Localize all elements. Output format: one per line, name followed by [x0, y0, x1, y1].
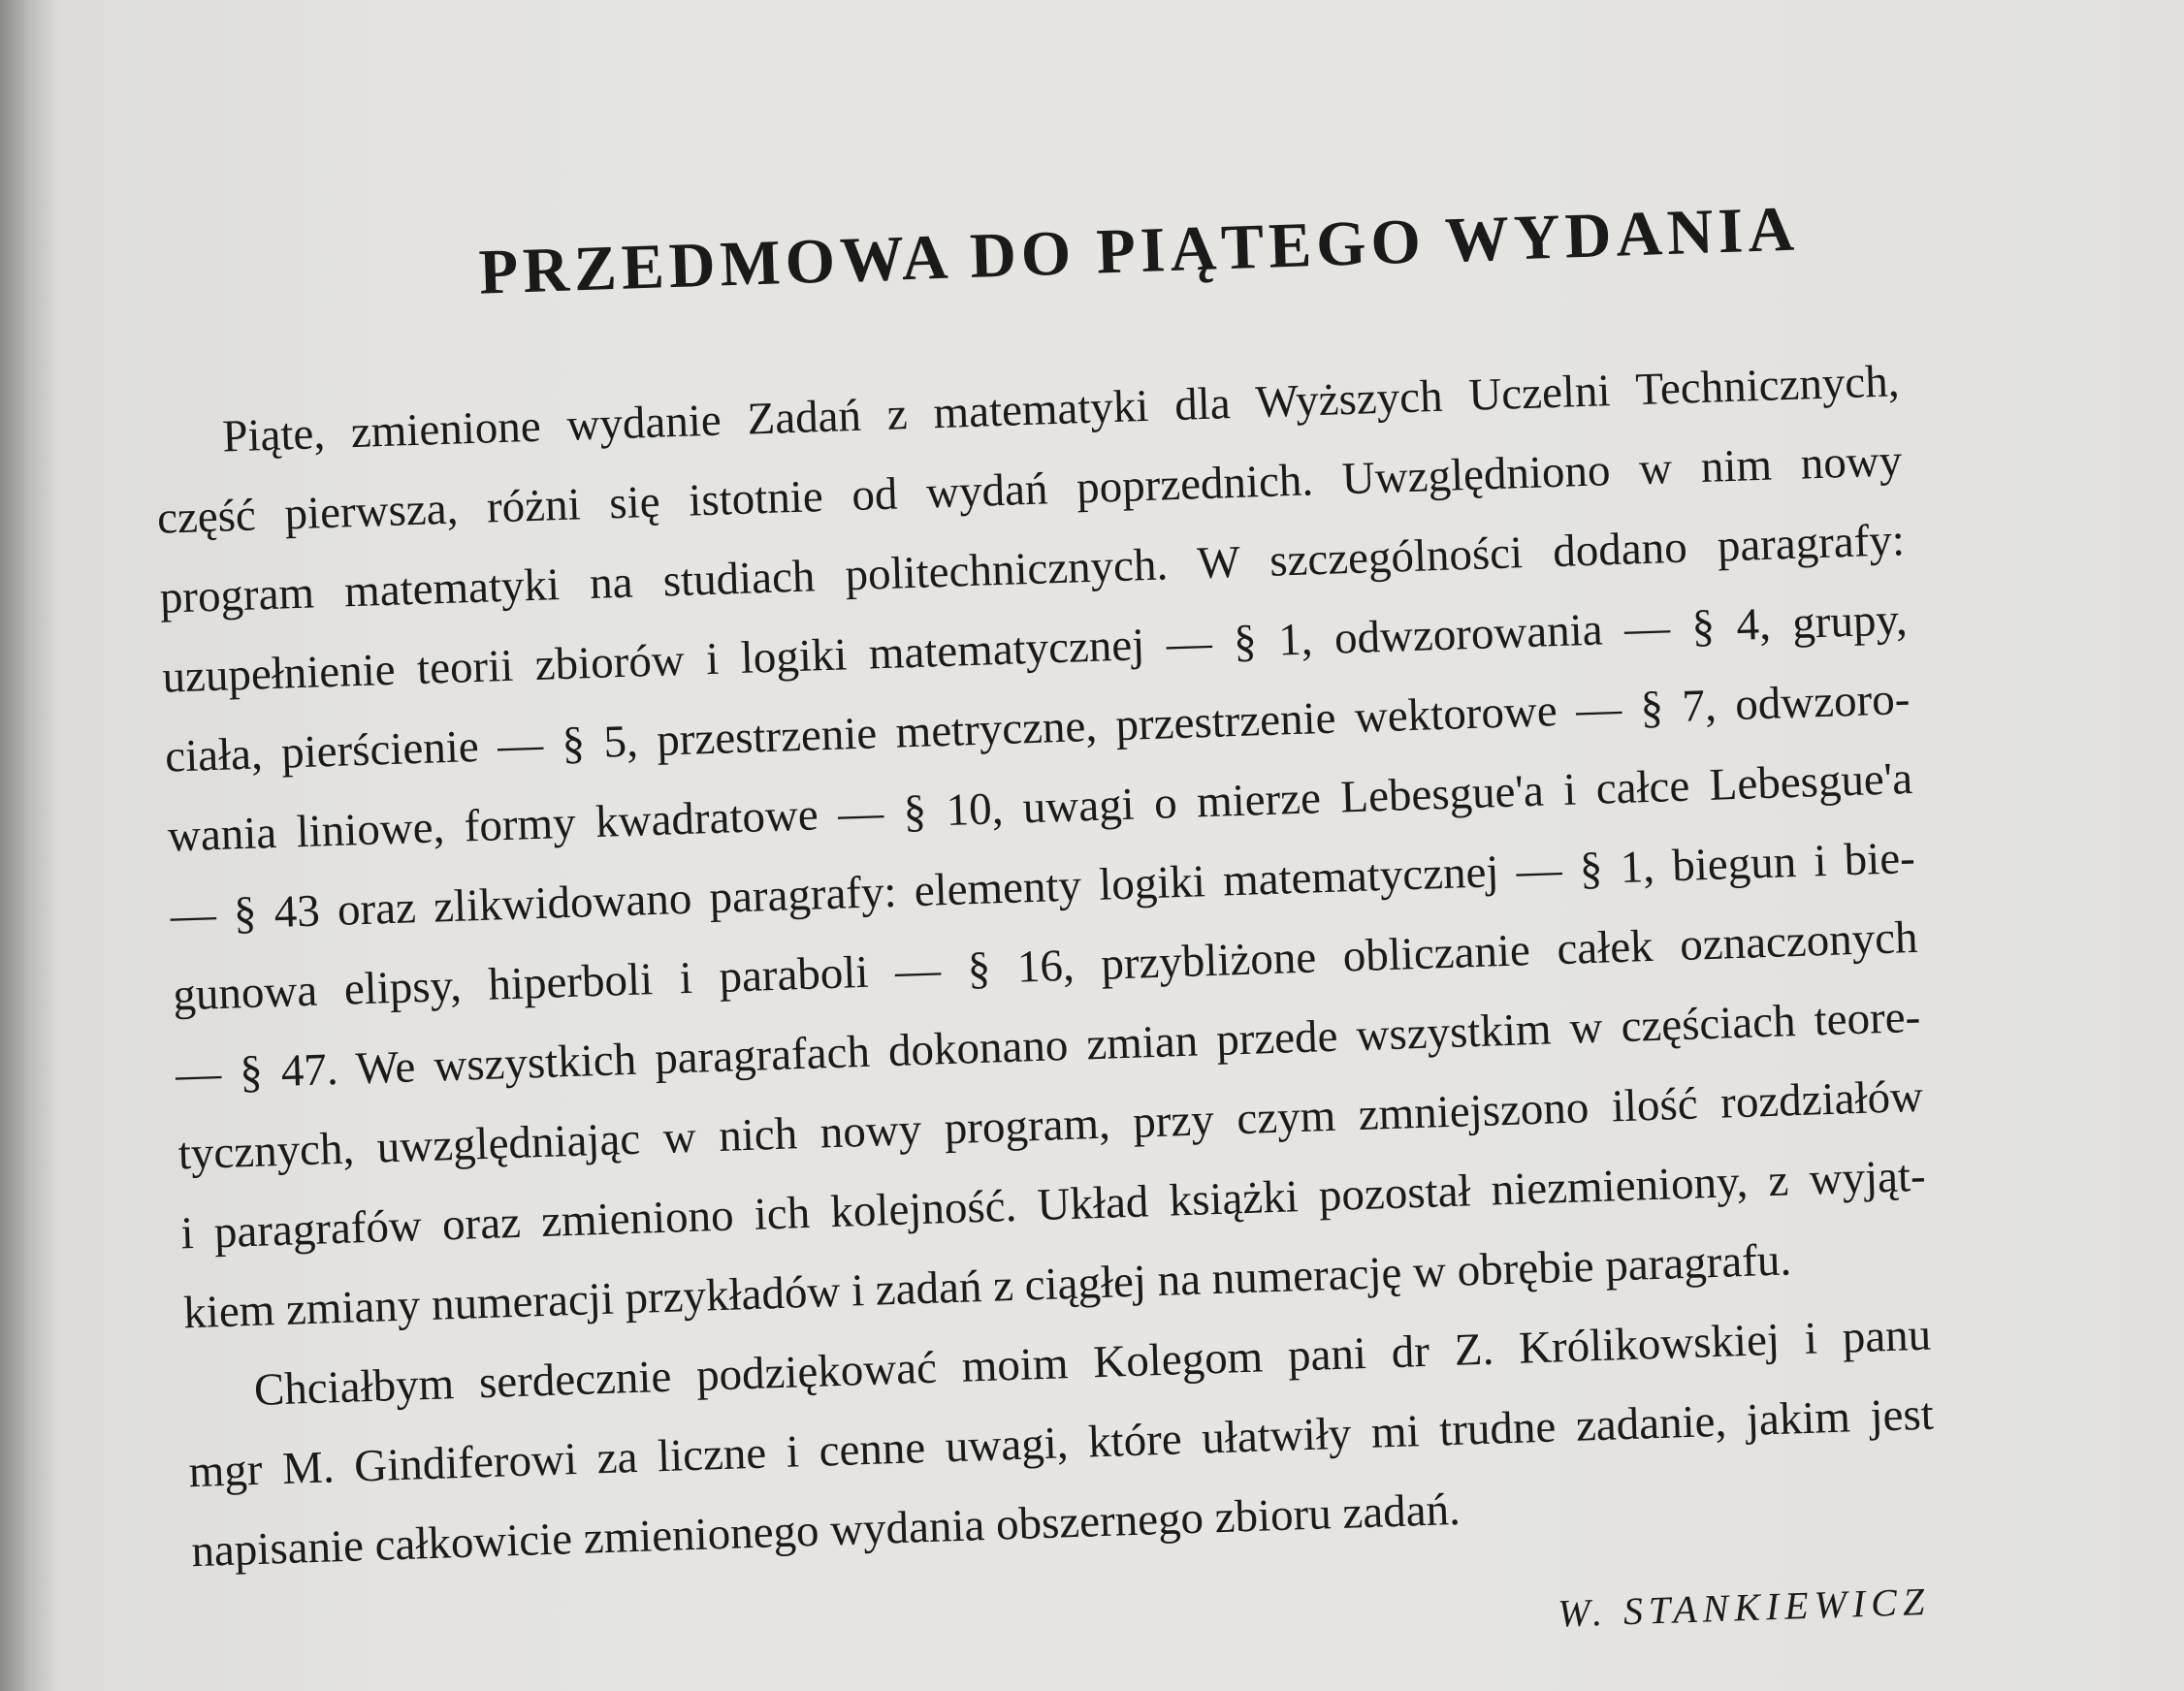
page-title: PRZEDMOWA DO PIĄTEGO WYDANIA [477, 193, 1801, 308]
paragraph-1 [153, 341, 1930, 1353]
text-line: tycznych, uwzględniając w nich nowy program, przy czym zmniejszono ilość rozdziałów [177, 1070, 1924, 1180]
author-signature: W. STANKIEWICZ [1557, 1579, 1931, 1636]
text-line: napisanie całkowicie zmienionego wydania obszernego zbioru zadań. [190, 1484, 1461, 1578]
text-line: Piąte, zmienione wydanie Zadań z matematyki dla Wyższych Uczelni Technicznych, [221, 356, 1901, 463]
text-line: mgr M. Gindiferowi za liczne i cenne uwagi, które ułatwiły mi trudne zadanie, jakim jest [187, 1388, 1935, 1498]
text-line: gunowa elipsy, hiperboli i paraboli — § 16, przybliżone obliczanie całek oznaczonych [172, 911, 1919, 1021]
text-line: — § 43 oraz zlikwidowano paragrafy: elementy logiki matematycznej — § 1, biegun i bie- [169, 832, 1916, 941]
text-line: wania liniowe, formy kwadratowe — § 10, uwagi o mierze Lebesgue'a i całce Lebesgue'a [167, 752, 1913, 862]
book-spine-shadow [0, 0, 58, 1691]
text-line: program matematyki na studiach politechnicznych. W szczególności dodano paragrafy: [158, 515, 1906, 623]
text-line: i paragrafów oraz zmieniono ich kolejność. Układ książki pozostał niezmieniony, z wyjąt- [179, 1150, 1927, 1260]
text-line: Chciałbym serdecznie podziękować moim Kolegom pani dr Z. Królikowskiej i panu [253, 1309, 1932, 1416]
page-content [145, 107, 1941, 1681]
text-line: część pierwsza, różni się istotnie od wydań poprzednich. Uwzględniono w nim nowy [156, 435, 1903, 544]
text-line: ciała, pierścienie — § 5, przestrzenie metryczne, przestrzenie wektorowe — § 7, odwzoro- [164, 673, 1911, 782]
text-line: uzupełnienie teorii zbiorów i logiki matematycznej — § 1, odwzorowania — § 4, grupy, [161, 594, 1909, 703]
text-line: — § 47. We wszystkich paragrafach dokonano zmian przede wszystkim w częściach teore- [175, 991, 1922, 1101]
text-line: kiem zmiany numeracji przykładów i zadań z ciągłej na numerację w obrębie paragrafu. [182, 1234, 1792, 1339]
preface-body [153, 341, 1938, 1591]
